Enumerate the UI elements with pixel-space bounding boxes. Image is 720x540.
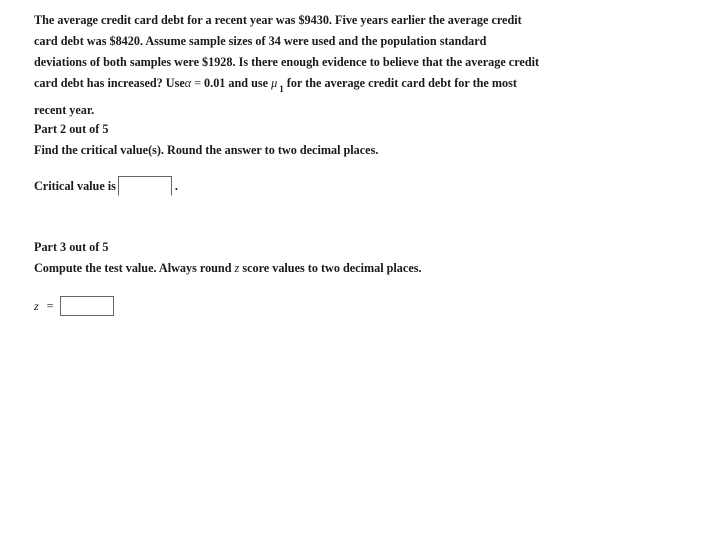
alpha-equals: = <box>194 76 202 90</box>
critical-value-period: . <box>174 178 178 193</box>
part-2-label: Part 2 out of 5 <box>34 122 109 136</box>
alpha-value: 0.01 <box>204 76 226 90</box>
problem-line-4 <box>34 73 594 100</box>
problem-line-4-start: card debt has increased? Use <box>34 76 185 90</box>
problem-line-4-end: for the average credit card debt for the most <box>286 76 517 90</box>
problem-statement <box>34 10 594 121</box>
part-2-instruction: Find the critical value(s). Round the answer to two decimal places. <box>34 143 379 157</box>
part-3-instruction-start: Compute the test value. Always round <box>34 261 232 275</box>
problem-line-3: deviations of both samples were $1928. Is there enough evidence to believe that the average credit <box>34 55 540 69</box>
alpha-symbol: α <box>184 76 192 90</box>
critical-value-row <box>34 176 178 196</box>
problem-line-2: card debt was $8420. Assume sample sizes of 34 were used and the population standard <box>34 34 487 48</box>
z-equals: = <box>46 298 54 313</box>
part-3-instruction-end: score values to two decimal places. <box>242 261 422 275</box>
critical-value-label: Critical value is <box>34 178 116 193</box>
mu-symbol: μ <box>271 76 278 90</box>
problem-line-5: recent year. <box>34 103 95 117</box>
z-symbol-inline: z <box>234 261 240 275</box>
part-3-label: Part 3 out of 5 <box>34 240 109 254</box>
z-value-input[interactable] <box>60 296 114 316</box>
z-value-row <box>34 296 114 316</box>
problem-line-1: The average credit card debt for a recent year was $9430. Five years earlier the average credit <box>34 13 522 27</box>
mu-subscript: 1 <box>279 84 284 94</box>
z-symbol: z <box>34 298 39 313</box>
critical-value-input[interactable] <box>118 176 172 196</box>
part-3-instruction <box>34 261 422 276</box>
problem-line-4-mid: and use <box>228 76 269 90</box>
